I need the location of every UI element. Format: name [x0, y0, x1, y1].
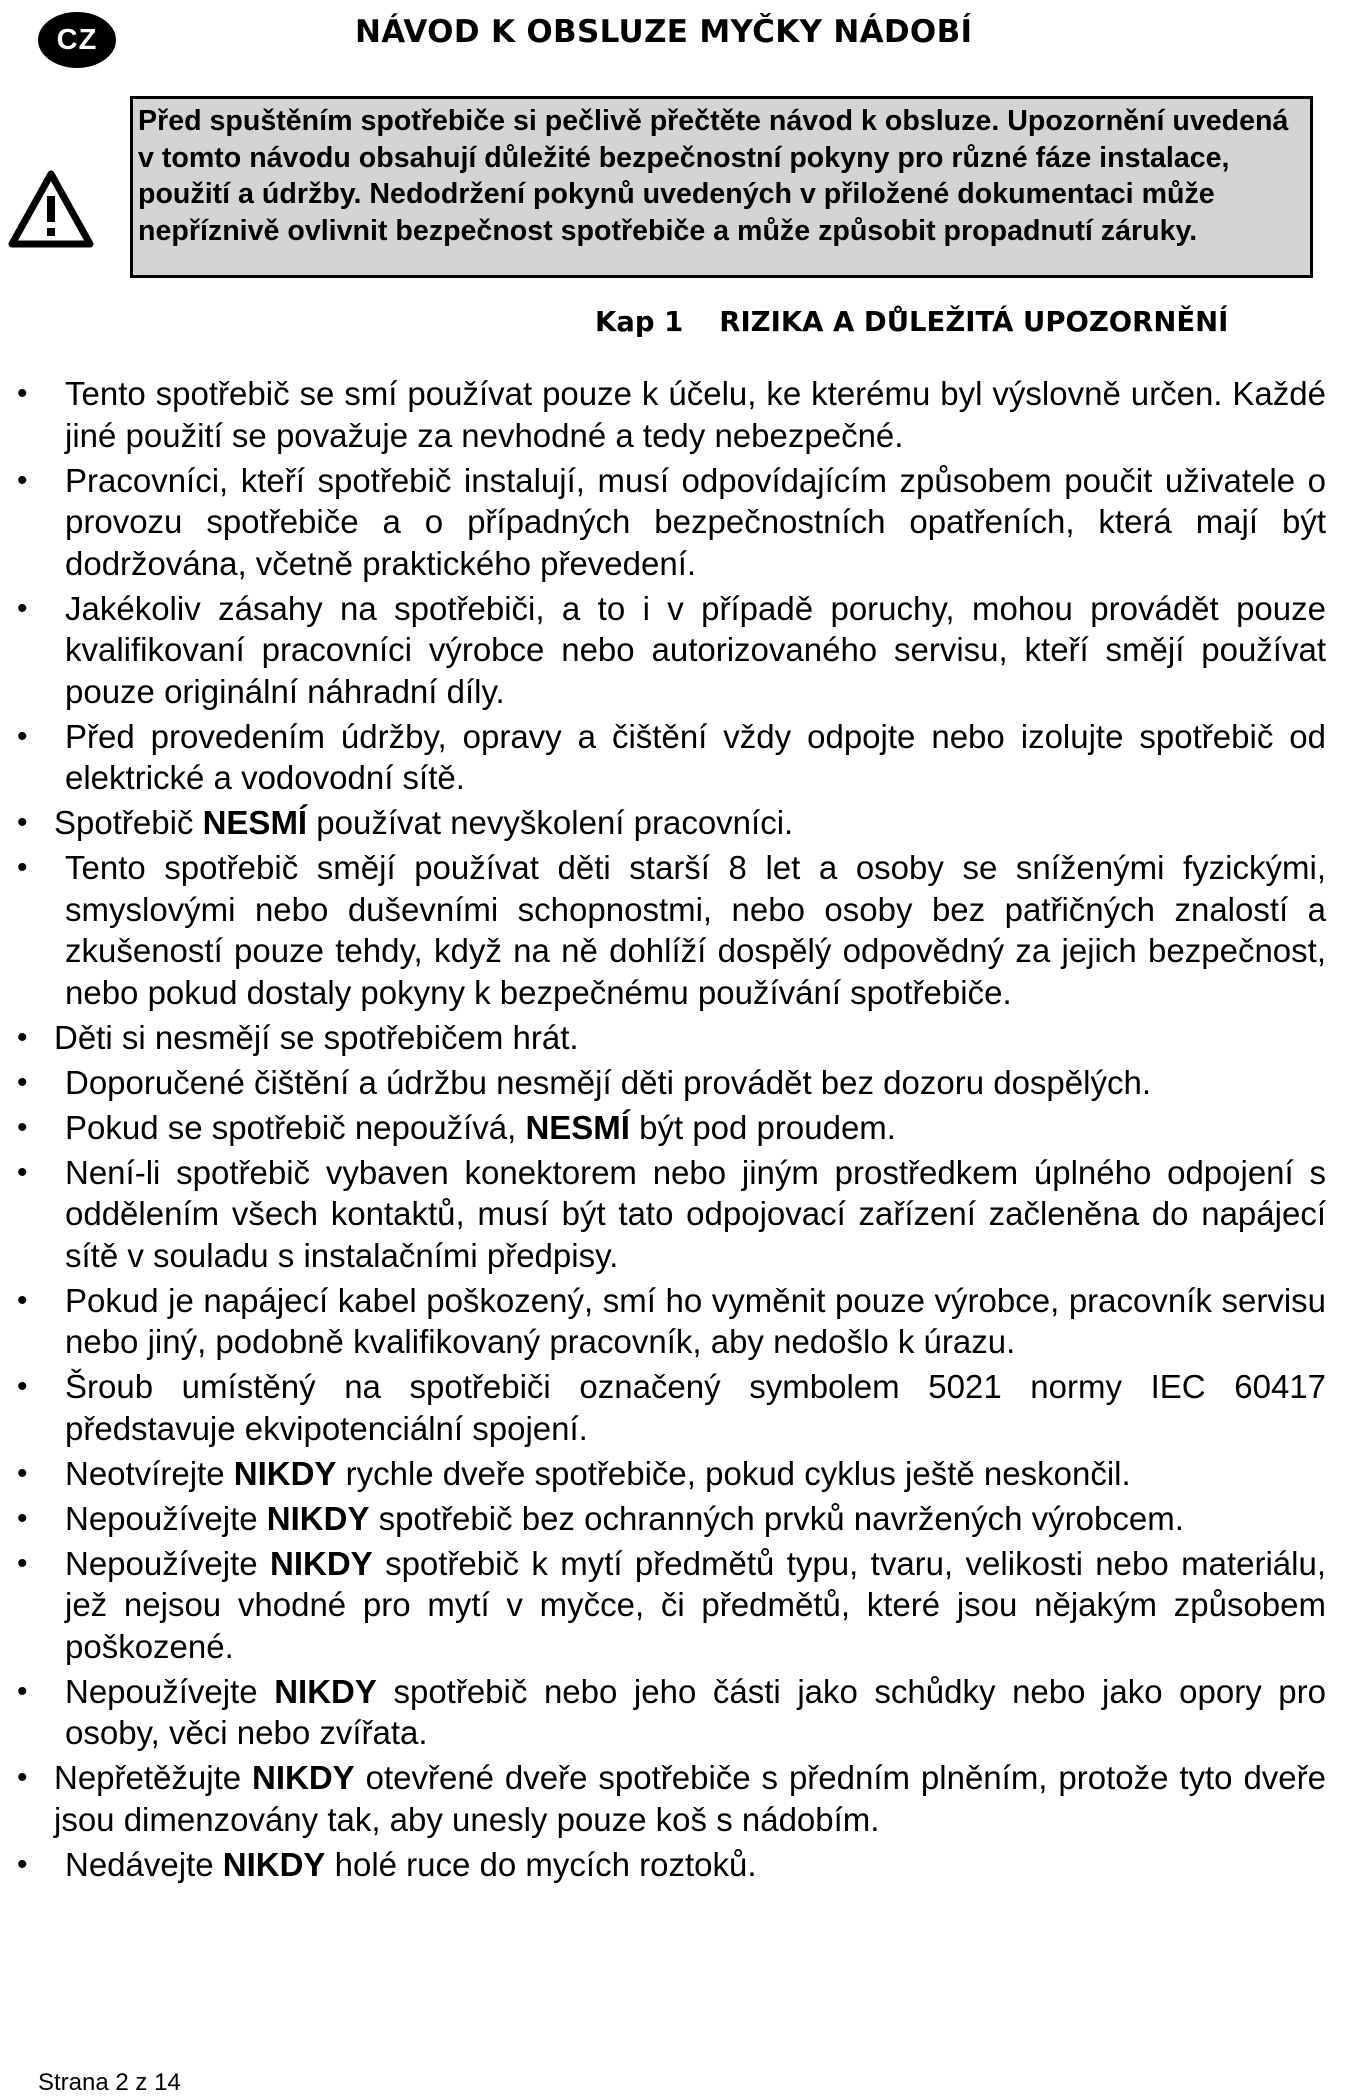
- safety-rules-list: [0, 373, 1349, 1889]
- list-item: • Tento spotřebič se smí používat pouze k účelu, ke kterému byl výslovně určen. Každé jiné použití se považuje za nevhodné a tedy nebezpečné.: [17, 375, 1326, 454]
- bullet-icon: •: [17, 1020, 28, 1054]
- bullet-icon: •: [17, 377, 28, 410]
- list-item: • Děti si nesmějí se spotřebičem hrát.: [0, 1017, 1349, 1059]
- safety-warning-box: Před spuštěním spotřebiče si pečlivě přečtěte návod k obsluze. Upozornění uvedená v tomto návodu obsahují důležité bezpečnostní pokyny pro různé fáze instalace, použití a údržby. Nedodržení pokynů uvedených v přiložené dokumentaci může nepříznivě ovlivnit bezpečnost spotřebiče a může způsobit propadnutí záruky.: [130, 96, 1313, 278]
- list-item: • Spotřebič NESMÍ používat nevyškolení pracovníci.: [0, 802, 1349, 844]
- bullet-icon: •: [17, 1283, 28, 1317]
- list-item: • Pracovníci, kteří spotřebič instalují, musí odpovídajícím způsobem poučit uživatele o provozu spotřebiče a o případných bezpečnostních opatřeních, která mají být dodržována, včetně praktického převedení.: [17, 461, 1326, 582]
- bullet-icon: •: [17, 1456, 28, 1490]
- bullet-icon: •: [17, 1065, 28, 1099]
- chapter-heading: [595, 306, 1228, 338]
- warning-triangle-icon: [8, 170, 94, 248]
- bullet-icon: •: [17, 1761, 28, 1794]
- list-item: • Nepoužívejte NIKDY spotřebič nebo jeho části jako schůdky nebo jako opory pro osoby, věci nebo zvířata.: [17, 1672, 1326, 1751]
- language-badge: [38, 12, 116, 68]
- bullet-icon: •: [17, 463, 28, 497]
- bullet-icon: •: [17, 719, 28, 753]
- list-item: • Před provedením údržby, opravy a čištění vždy odpojte nebo izolujte spotřebič od elektrické a vodovodní sítě.: [17, 717, 1326, 796]
- bullet-icon: •: [17, 1501, 28, 1535]
- chapter-number: Kap 1: [595, 306, 684, 338]
- list-item: • Nepoužívejte NIKDY spotřebič bez ochranných prvků navržených výrobcem.: [0, 1498, 1349, 1540]
- bullet-icon: •: [17, 1155, 28, 1189]
- list-item: • Nedávejte NIKDY holé ruce do mycích roztoků.: [0, 1844, 1349, 1886]
- list-item: • Doporučené čištění a údržbu nesmějí děti provádět bez dozoru dospělých.: [0, 1062, 1349, 1104]
- document-title: NÁVOD K OBSLUZE MYČKY NÁDOBÍ: [355, 14, 973, 50]
- list-item: • Nepoužívejte NIKDY spotřebič k mytí předmětů typu, tvaru, velikosti nebo materiálu, jež nejsou vhodné pro mytí v myčce, či předmětů, které jsou nějakým způsobem poškozené.: [17, 1544, 1326, 1665]
- bullet-icon: •: [17, 806, 28, 839]
- list-item: • Tento spotřebič smějí používat děti starší 8 let a osoby se sníženými fyzickými, smyslovými nebo duševními schopnostmi, nebo osoby bez patřičných znalostí a zkušeností pouze tehdy, když na ně dohlíží dospělý odpovědný za jejich bezpečnost, nebo pokud dostaly pokyny k bezpečnému používání spotřebiče.: [17, 849, 1326, 1011]
- list-item: • Neotvírejte NIKDY rychle dveře spotřebiče, pokud cyklus ještě neskončil.: [0, 1453, 1349, 1495]
- bullet-icon: •: [17, 1546, 28, 1580]
- bullet-icon: •: [17, 1110, 28, 1144]
- bullet-icon: •: [17, 1370, 28, 1403]
- list-item: • Není-li spotřebič vybaven konektorem nebo jiným prostředkem úplného odpojení s oddělením všech kontaktů, musí být tato odpojovací zařízení začleněna do napájecí sítě v souladu s instalačními předpisy.: [17, 1153, 1326, 1274]
- list-item: • Šroub umístěný na spotřebiči označený symbolem 5021 normy IEC 60417 představuje ekvipotenciální spojení.: [17, 1368, 1326, 1447]
- list-item: • Nepřetěžujte NIKDY otevřené dveře spotřebiče s předním plněním, protože tyto dveře jsou dimenzovány tak, aby unesly pouze koš s nádobím.: [17, 1759, 1326, 1838]
- list-item: • Jakékoliv zásahy na spotřebiči, a to i v případě poruchy, mohou provádět pouze kvalifikovaní pracovníci výrobce nebo autorizovaného servisu, kteří smějí používat pouze originální náhradní díly.: [17, 589, 1326, 710]
- list-item: • Pokud se spotřebič nepoužívá, NESMÍ být pod proudem.: [0, 1107, 1349, 1149]
- bullet-icon: •: [17, 851, 28, 884]
- page-number: Strana 2 z 14: [38, 2069, 181, 2096]
- chapter-title: RIZIKA A DŮLEŽITÁ UPOZORNĚNÍ: [719, 306, 1229, 338]
- language-badge-label: CZ: [56, 23, 98, 56]
- bullet-icon: •: [17, 1847, 28, 1881]
- bullet-icon: •: [17, 591, 28, 625]
- list-item: • Pokud je napájecí kabel poškozený, smí ho vyměnit pouze výrobce, pracovník servisu nebo jiný, podobně kvalifikovaný pracovník, aby nedošlo k úrazu.: [17, 1281, 1326, 1360]
- bullet-icon: •: [17, 1674, 28, 1708]
